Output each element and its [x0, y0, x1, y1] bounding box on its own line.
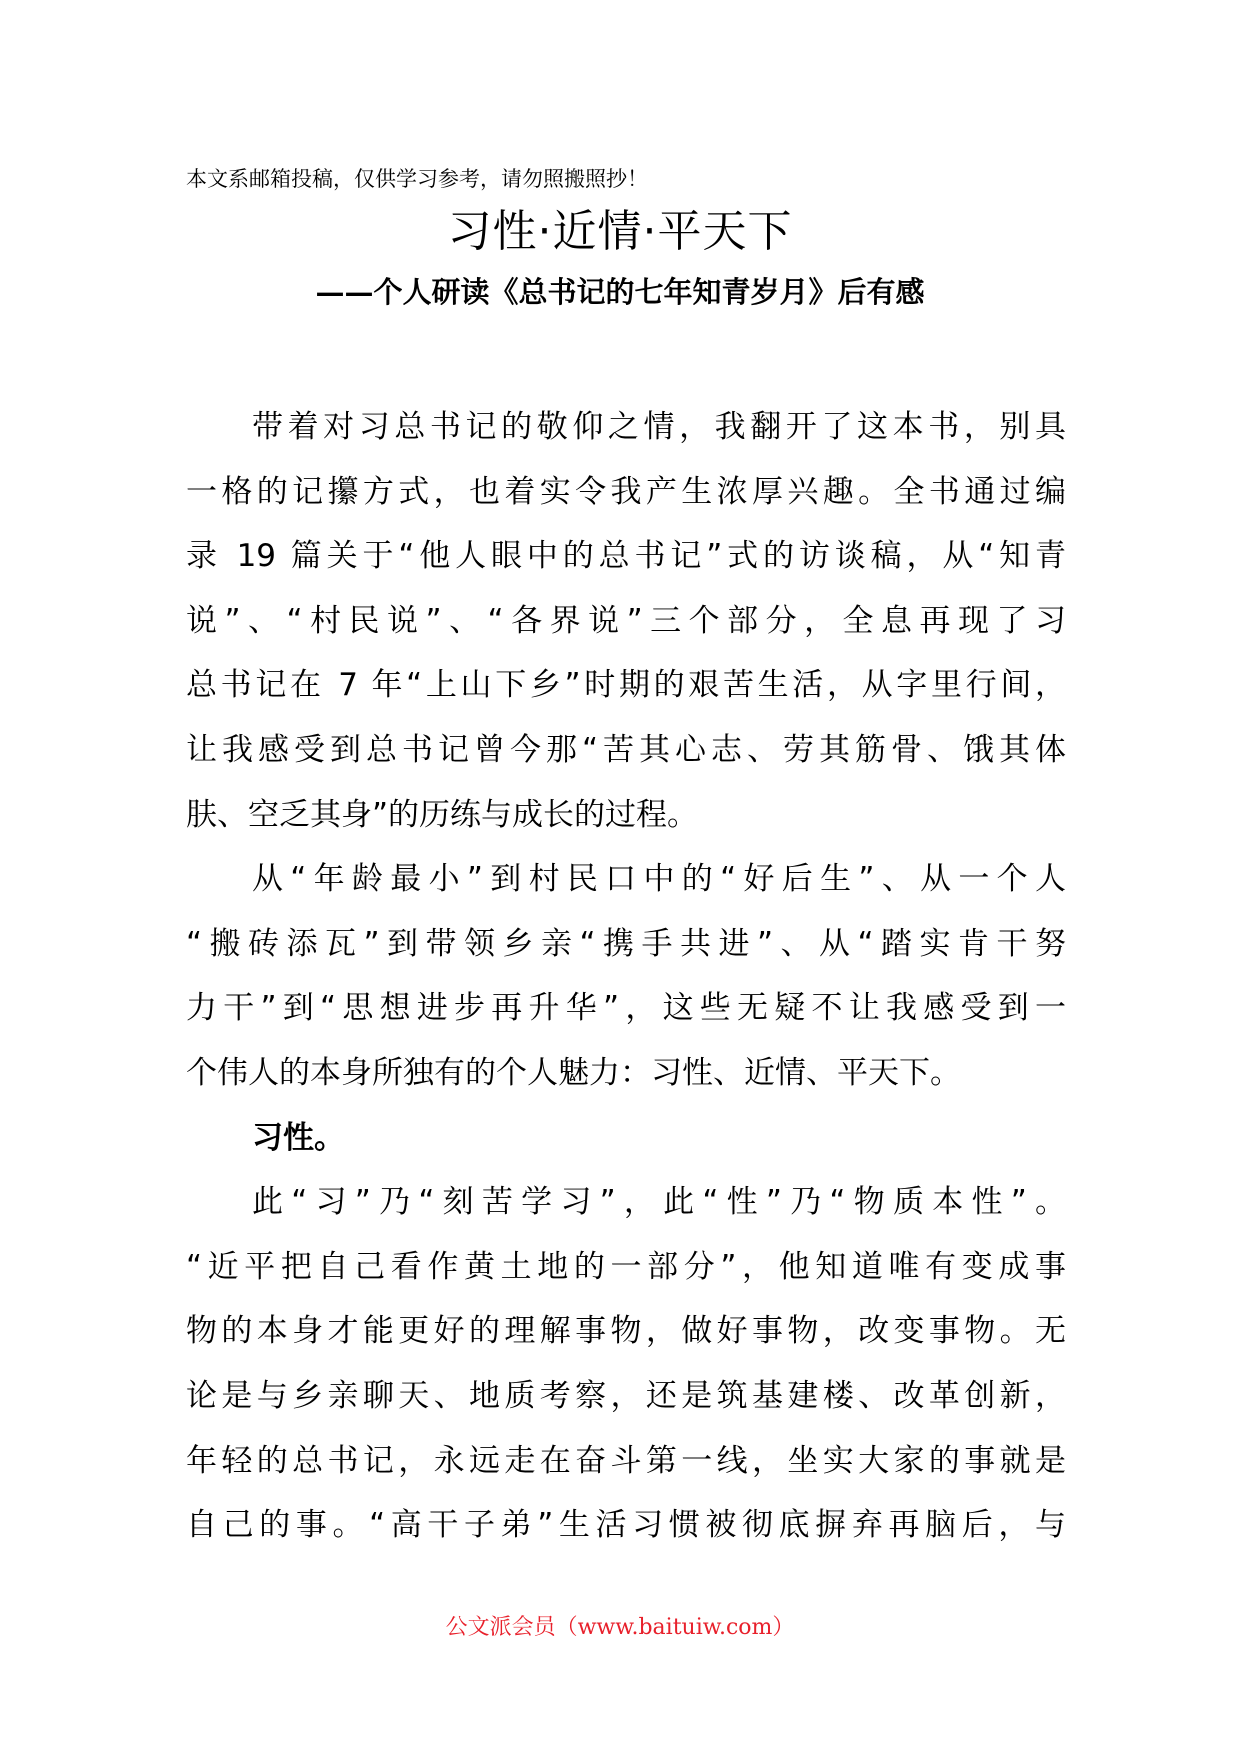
body-text-line: “搬砖添瓦”到带领乡亲“携手共进”、从“踏实肯干努: [186, 925, 1066, 962]
body-text-line: 物的本身才能更好的理解事物，做好事物，改变事物。无: [186, 1313, 1066, 1350]
body-text-line: 带着对习总书记的敬仰之情，我翻开了这本书，别具: [252, 409, 1066, 445]
body-text-line: 让我感受到总书记曾今那“苦其心志、劳其筋骨、饿其体: [186, 731, 1066, 768]
section-heading: 习性。: [252, 1119, 345, 1156]
body-text-line: 肤、空乏其身”的历练与成长的过程。: [186, 796, 699, 833]
body-text-line: 从“年龄最小”到村民口中的“好后生”、从一个人: [252, 861, 1066, 898]
footer-watermark: 公文派会员（www.baituiw.com）: [445, 1615, 795, 1640]
body-text-line: 年轻的总书记，永远走在奋斗第一线，坐实大家的事就是: [186, 1442, 1066, 1479]
body-text-line: “近平把自己看作黄土地的一部分”，他知道唯有变成事: [186, 1248, 1066, 1285]
document-title: 习性·近情·平天下: [447, 206, 793, 257]
body-text-line: 力干”到“思想进步再升华”，这些无疑不让我感受到一: [186, 990, 1066, 1027]
body-text-line: 自己的事。“高干子弟”生活习惯被彻底摒弃再脑后，与: [186, 1507, 1066, 1544]
body-text-line: 论是与乡亲聊天、地质考察，还是筑基建楼、改革创新，: [186, 1377, 1066, 1414]
body-text-line: 录 19 篇关于“他人眼中的总书记”式的访谈稿，从“知青: [186, 538, 1066, 575]
body-text-line: 一格的记攥方式，也着实令我产生浓厚兴趣。全书通过编: [186, 473, 1066, 510]
body-text-line: 说”、“村民说”、“各界说”三个部分，全息再现了习: [186, 602, 1066, 639]
body-text-line: 个伟人的本身所独有的个人魅力：习性、近情、平天下。: [186, 1054, 961, 1091]
body-text-line: 总书记在 7 年“上山下乡”时期的艰苦生活，从字里行间，: [186, 667, 1066, 704]
document-body: [186, 395, 1066, 1558]
document-subtitle: ——个人研读《总书记的七年知青岁月》后有感: [315, 275, 925, 309]
body-text-line: 此“习”乃“刻苦学习”，此“性”乃“物质本性”。: [252, 1184, 1066, 1221]
disclaimer-note: 本文系邮箱投稿，仅供学习参考，请勿照搬照抄！: [186, 167, 648, 191]
